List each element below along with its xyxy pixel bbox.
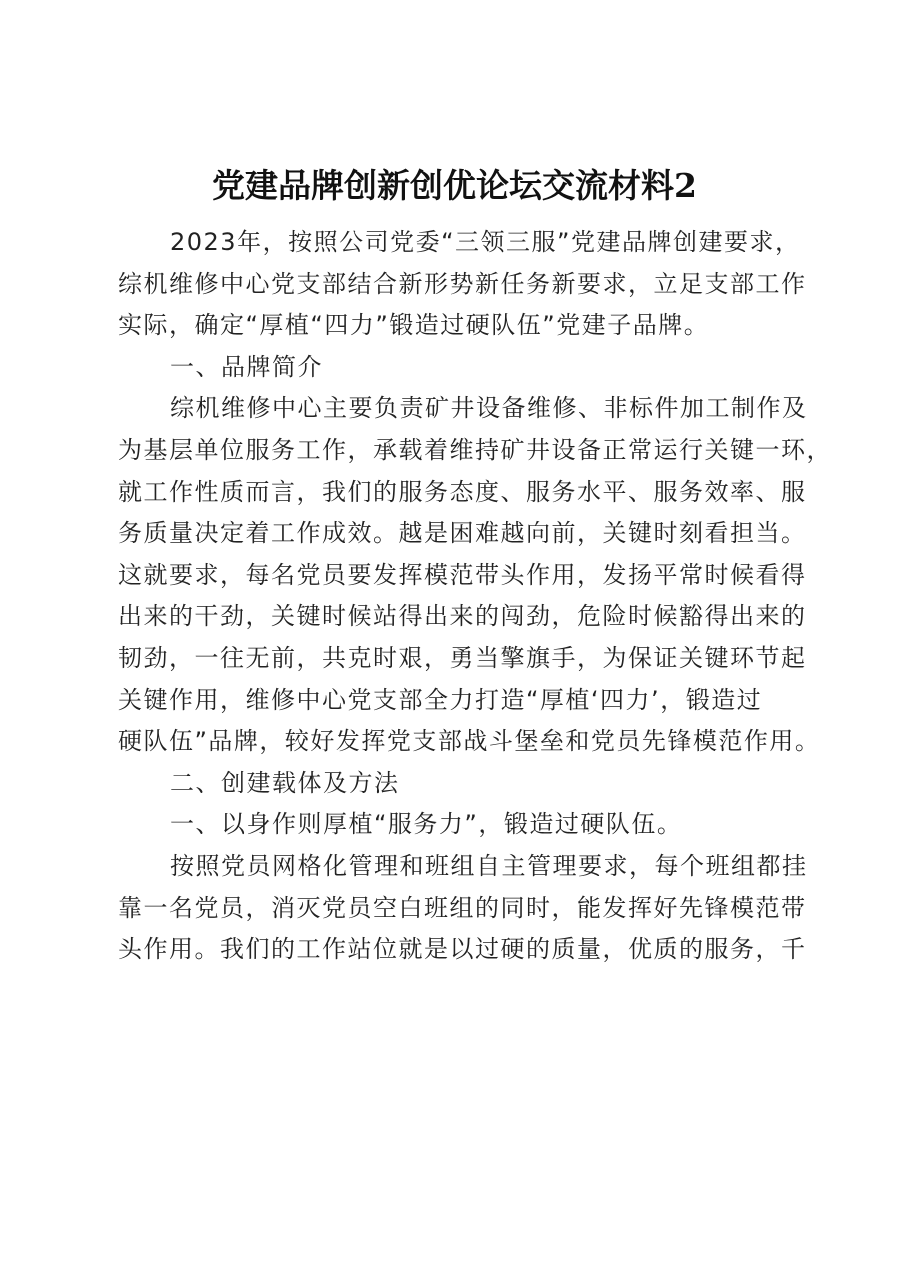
text-line: 按照党员网格化管理和班组自主管理要求，每个班组都挂 [170, 851, 808, 880]
text-line: 实际，确定“厚植“四力”锻造过硬队伍”党建子品牌。 [118, 311, 710, 340]
text-line: 硬队伍”品牌，较好发挥党支部战斗堡垒和党员先锋模范作用。 [118, 727, 821, 756]
heading-line: 一、以身作则厚植“服务力”，锻造过硬队伍。 [170, 810, 683, 839]
paragraph-intro [118, 222, 807, 347]
text-line: 综机维修中心党支部结合新形势新任务新要求，立足支部工作 [118, 269, 807, 298]
text-line: 靠一名党员，消灭党员空白班组的同时，能发挥好先锋模范带 [118, 893, 807, 922]
text-line: 就工作性质而言，我们的服务态度、服务水平、服务效率、服 [118, 477, 807, 506]
subsection-heading-service [118, 804, 798, 846]
section-heading-methods [118, 763, 798, 805]
text-line: 韧劲，一往无前，共克时艰，勇当擎旗手，为保证关键环节起 [118, 643, 807, 672]
text-line: 关键作用，维修中心党支部全力打造“厚植‘四力’，锻造过 [118, 685, 763, 714]
text-line: 这就要求，每名党员要发挥模范带头作用，发扬平常时候看得 [118, 560, 807, 589]
text-line: 为基层单位服务工作，承载着维持矿井设备正常运行关键一环， [118, 435, 832, 464]
heading-line: 一、品牌简介 [170, 352, 323, 381]
text-line: 2023年，按照公司党委“三领三服”党建品牌创建要求， [170, 228, 801, 256]
text-line: 出来的干劲，关键时候站得出来的闯劲，危险时候豁得出来的 [118, 602, 807, 631]
document-title: 党建品牌创新创优论坛交流材料2 [212, 166, 697, 205]
text-line: 务质量决定着工作成效。越是困难越向前，关键时刻看担当。 [118, 519, 807, 548]
paragraph-brand-intro [118, 388, 832, 762]
heading-line: 二、创建载体及方法 [170, 768, 400, 797]
text-line: 综机维修中心主要负责矿井设备维修、非标件加工制作及 [170, 394, 808, 423]
paragraph-grid-management [118, 846, 808, 971]
document-body [118, 222, 832, 971]
text-line: 头作用。我们的工作站位就是以过硬的质量，优质的服务，千 [118, 935, 807, 964]
section-heading-brand-intro [118, 347, 798, 389]
